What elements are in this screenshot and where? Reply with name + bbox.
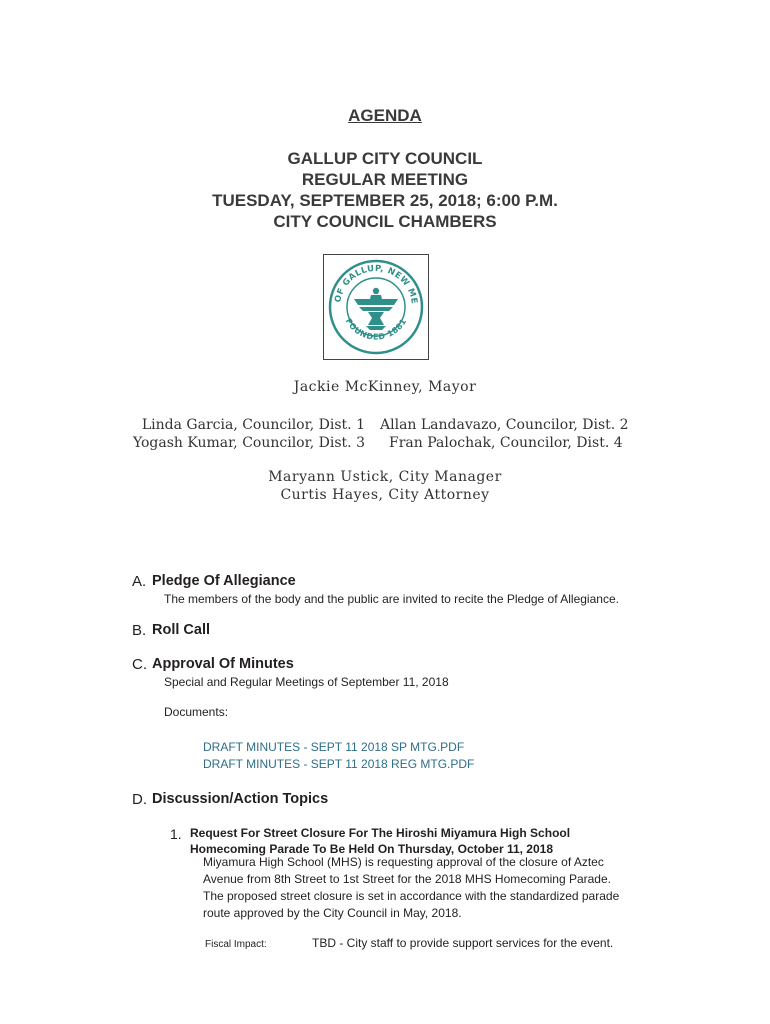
council-name: GALLUP CITY COUNCIL [287, 149, 483, 168]
seal-bottom-text: FOUNDED 1881 [343, 316, 409, 342]
meeting-location: CITY COUNCIL CHAMBERS [273, 212, 497, 231]
councilor-dist-3: Yogash Kumar, Councilor, Dist. 3 [132, 435, 365, 451]
section-d-letter: D. [132, 791, 147, 808]
section-a-letter: A. [132, 573, 147, 590]
meeting-type: REGULAR MEETING [301, 170, 469, 189]
item-1-body-line-4: route approved by the City Council in May, 2018. [203, 906, 462, 920]
city-seal-icon [324, 255, 428, 359]
councilor-dist-2: Allan Landavazo, Councilor, Dist. 2 [380, 417, 629, 433]
item-1-body-line-1: Miyamura High School (MHS) is requesting approval of the closure of Aztec [203, 855, 604, 869]
section-b-letter: B. [132, 622, 147, 639]
item-1-body-line-3: The proposed street closure is set in accordance with the standardized parade [203, 889, 620, 903]
section-a-text: The members of the body and the public are invited to recite the Pledge of Allegiance. [164, 592, 619, 606]
document-link-reg-minutes[interactable]: DRAFT MINUTES - SEPT 11 2018 REG MTG.PDF [203, 757, 475, 771]
item-1-title-line-1: Request For Street Closure For The Hiroshi Miyamura High School [190, 826, 571, 840]
thunderbird-icon [354, 288, 398, 330]
fiscal-impact-label: Fiscal Impact: [205, 939, 267, 950]
councilor-dist-4: Fran Palochak, Councilor, Dist. 4 [389, 435, 623, 451]
section-b-title: Roll Call [152, 622, 211, 638]
councilor-dist-1: Linda Garcia, Councilor, Dist. 1 [141, 417, 365, 433]
fiscal-impact-text: TBD - City staff to provide support services for the event. [312, 936, 614, 950]
staff [0, 468, 770, 504]
item-1-title-line-2: Homecoming Parade To Be Held On Thursday, October 11, 2018 [190, 842, 553, 856]
item-1-number: 1. [170, 826, 182, 842]
section-d-title: Discussion/Action Topics [152, 791, 329, 807]
section-a-title: Pledge Of Allegiance [152, 573, 296, 589]
section-c-letter: C. [132, 656, 147, 673]
item-1-title [190, 825, 570, 857]
document-link-sp-minutes[interactable]: DRAFT MINUTES - SEPT 11 2018 SP MTG.PDF [203, 740, 465, 754]
section-c-title: Approval Of Minutes [152, 656, 294, 672]
city-manager: Maryann Ustick, City Manager [268, 469, 502, 485]
seal-top-text: OF GALLUP, NEW ME [333, 263, 419, 305]
councilors-left [100, 416, 365, 452]
documents-label: Documents: [164, 705, 229, 719]
agenda-heading: AGENDA [348, 106, 422, 125]
item-1-body [203, 854, 619, 922]
city-seal [323, 254, 429, 360]
section-c-text: Special and Regular Meetings of September 11, 2018 [164, 675, 449, 689]
city-attorney: Curtis Hayes, City Attorney [280, 487, 490, 503]
mayor: Jackie McKinney, Mayor [293, 379, 477, 395]
item-1-body-line-2: Avenue from 8th Street to 1st Street for the 2018 MHS Homecoming Parade. [203, 872, 611, 886]
meeting-date: TUESDAY, SEPTEMBER 25, 2018; 6:00 P.M. [212, 191, 558, 210]
councilors-right [380, 416, 680, 452]
